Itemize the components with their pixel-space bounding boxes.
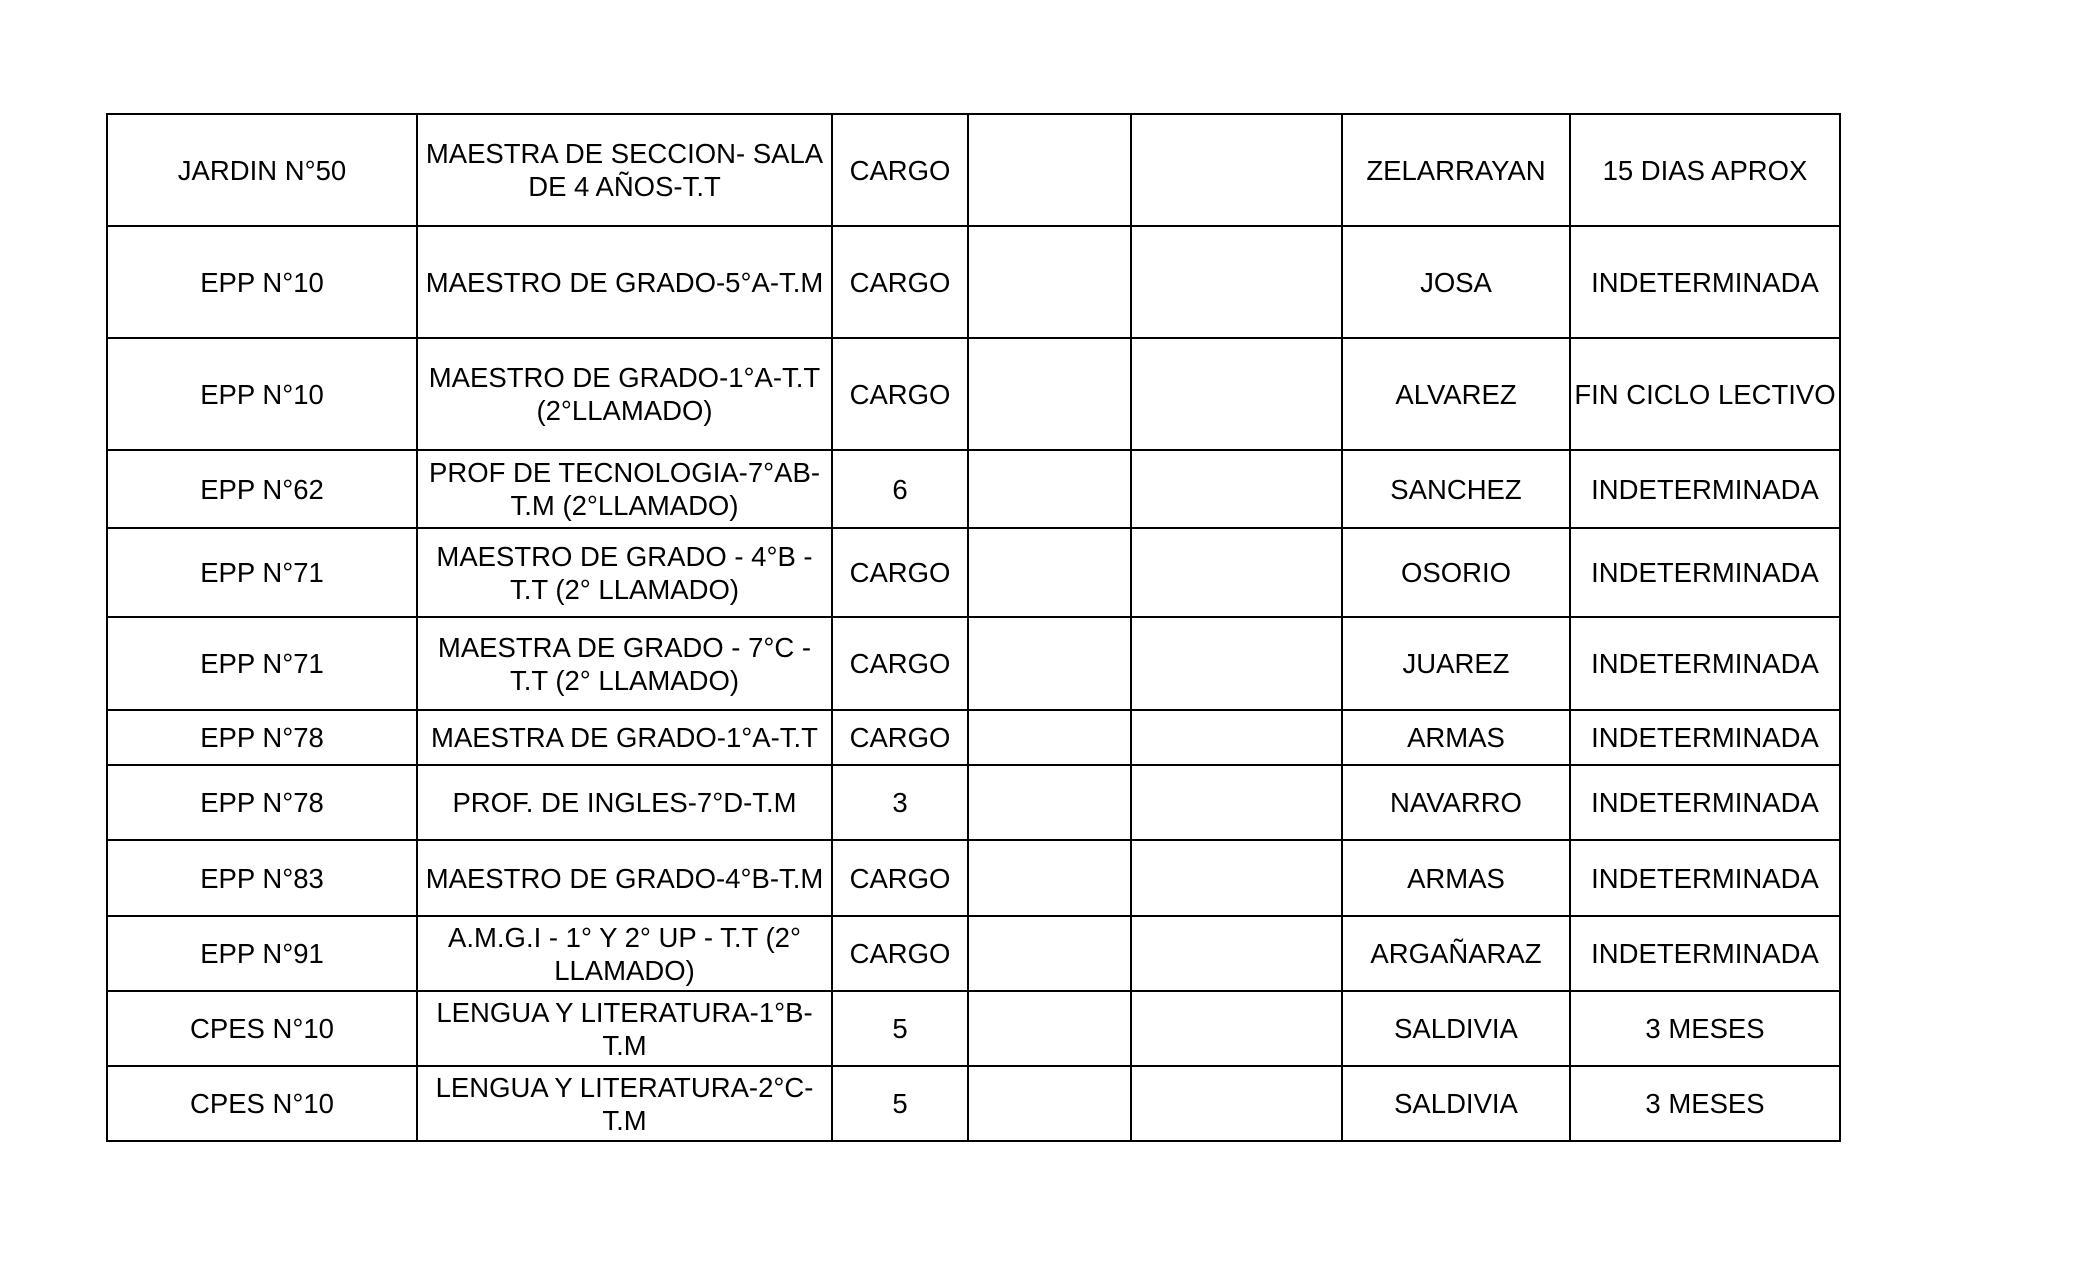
- empty-cell: [968, 710, 1131, 765]
- school-cell: EPP N°10: [107, 338, 417, 450]
- school-cell: JARDIN N°50: [107, 114, 417, 226]
- empty-cell: [1131, 450, 1342, 528]
- teacher-cell: SALDIVIA: [1342, 1066, 1570, 1141]
- teacher-cell: SANCHEZ: [1342, 450, 1570, 528]
- hours-cell: CARGO: [832, 710, 968, 765]
- table-row: [107, 916, 1840, 991]
- table-row: [107, 617, 1840, 710]
- table-row: [107, 840, 1840, 916]
- table-row: [107, 1066, 1840, 1141]
- school-cell: EPP N°62: [107, 450, 417, 528]
- teacher-cell: ARMAS: [1342, 710, 1570, 765]
- duration-cell: INDETERMINADA: [1570, 226, 1840, 338]
- empty-cell: [1131, 710, 1342, 765]
- hours-cell: CARGO: [832, 114, 968, 226]
- position-cell: PROF. DE INGLES-7°D-T.M: [417, 765, 832, 840]
- school-cell: EPP N°10: [107, 226, 417, 338]
- position-cell: LENGUA Y LITERATURA-1°B-T.M: [417, 991, 832, 1066]
- school-cell: EPP N°78: [107, 710, 417, 765]
- duration-cell: INDETERMINADA: [1570, 840, 1840, 916]
- empty-cell: [968, 338, 1131, 450]
- empty-cell: [1131, 1066, 1342, 1141]
- position-cell: MAESTRA DE GRADO-1°A-T.T: [417, 710, 832, 765]
- position-cell: MAESTRO DE GRADO - 4°B - T.T (2° LLAMADO): [417, 528, 832, 617]
- table-row: [107, 765, 1840, 840]
- table-row: [107, 226, 1840, 338]
- empty-cell: [968, 617, 1131, 710]
- hours-cell: CARGO: [832, 338, 968, 450]
- position-cell: MAESTRO DE GRADO-4°B-T.M: [417, 840, 832, 916]
- empty-cell: [968, 840, 1131, 916]
- teacher-cell: JOSA: [1342, 226, 1570, 338]
- hours-cell: 6: [832, 450, 968, 528]
- teacher-cell: ARMAS: [1342, 840, 1570, 916]
- empty-cell: [968, 765, 1131, 840]
- position-cell: LENGUA Y LITERATURA-2°C-T.M: [417, 1066, 832, 1141]
- teacher-cell: NAVARRO: [1342, 765, 1570, 840]
- empty-cell: [1131, 617, 1342, 710]
- duration-cell: INDETERMINADA: [1570, 450, 1840, 528]
- empty-cell: [1131, 840, 1342, 916]
- position-cell: MAESTRA DE GRADO - 7°C - T.T (2° LLAMADO): [417, 617, 832, 710]
- empty-cell: [1131, 528, 1342, 617]
- empty-cell: [1131, 226, 1342, 338]
- duration-cell: INDETERMINADA: [1570, 617, 1840, 710]
- table-row: [107, 710, 1840, 765]
- hours-cell: CARGO: [832, 916, 968, 991]
- hours-cell: 5: [832, 991, 968, 1066]
- duration-cell: INDETERMINADA: [1570, 710, 1840, 765]
- empty-cell: [968, 1066, 1131, 1141]
- school-cell: CPES N°10: [107, 991, 417, 1066]
- hours-cell: CARGO: [832, 617, 968, 710]
- teacher-cell: ZELARRAYAN: [1342, 114, 1570, 226]
- duration-cell: INDETERMINADA: [1570, 528, 1840, 617]
- hours-cell: CARGO: [832, 840, 968, 916]
- school-cell: CPES N°10: [107, 1066, 417, 1141]
- table-row: [107, 338, 1840, 450]
- teacher-cell: ALVAREZ: [1342, 338, 1570, 450]
- position-cell: A.M.G.I - 1° Y 2° UP - T.T (2° LLAMADO): [417, 916, 832, 991]
- school-cell: EPP N°71: [107, 528, 417, 617]
- school-cell: EPP N°91: [107, 916, 417, 991]
- duration-cell: INDETERMINADA: [1570, 916, 1840, 991]
- empty-cell: [1131, 765, 1342, 840]
- empty-cell: [1131, 991, 1342, 1066]
- position-cell: MAESTRO DE GRADO-1°A-T.T (2°LLAMADO): [417, 338, 832, 450]
- school-cell: EPP N°78: [107, 765, 417, 840]
- empty-cell: [968, 528, 1131, 617]
- teacher-cell: JUAREZ: [1342, 617, 1570, 710]
- teacher-cell: OSORIO: [1342, 528, 1570, 617]
- table-row: [107, 991, 1840, 1066]
- duration-cell: FIN CICLO LECTIVO: [1570, 338, 1840, 450]
- empty-cell: [968, 226, 1131, 338]
- school-cell: EPP N°71: [107, 617, 417, 710]
- vacancies-table: [106, 113, 1841, 1142]
- duration-cell: 3 MESES: [1570, 991, 1840, 1066]
- duration-cell: 15 DIAS APROX: [1570, 114, 1840, 226]
- position-cell: MAESTRA DE SECCION- SALA DE 4 AÑOS-T.T: [417, 114, 832, 226]
- hours-cell: 5: [832, 1066, 968, 1141]
- empty-cell: [968, 114, 1131, 226]
- duration-cell: 3 MESES: [1570, 1066, 1840, 1141]
- hours-cell: CARGO: [832, 226, 968, 338]
- table-row: [107, 528, 1840, 617]
- table-row: [107, 450, 1840, 528]
- empty-cell: [1131, 114, 1342, 226]
- teacher-cell: ARGAÑARAZ: [1342, 916, 1570, 991]
- empty-cell: [968, 450, 1131, 528]
- empty-cell: [968, 916, 1131, 991]
- teacher-cell: SALDIVIA: [1342, 991, 1570, 1066]
- empty-cell: [1131, 338, 1342, 450]
- table-row: [107, 114, 1840, 226]
- duration-cell: INDETERMINADA: [1570, 765, 1840, 840]
- position-cell: PROF DE TECNOLOGIA-7°AB-T.M (2°LLAMADO): [417, 450, 832, 528]
- school-cell: EPP N°83: [107, 840, 417, 916]
- hours-cell: CARGO: [832, 528, 968, 617]
- position-cell: MAESTRO DE GRADO-5°A-T.M: [417, 226, 832, 338]
- empty-cell: [968, 991, 1131, 1066]
- empty-cell: [1131, 916, 1342, 991]
- hours-cell: 3: [832, 765, 968, 840]
